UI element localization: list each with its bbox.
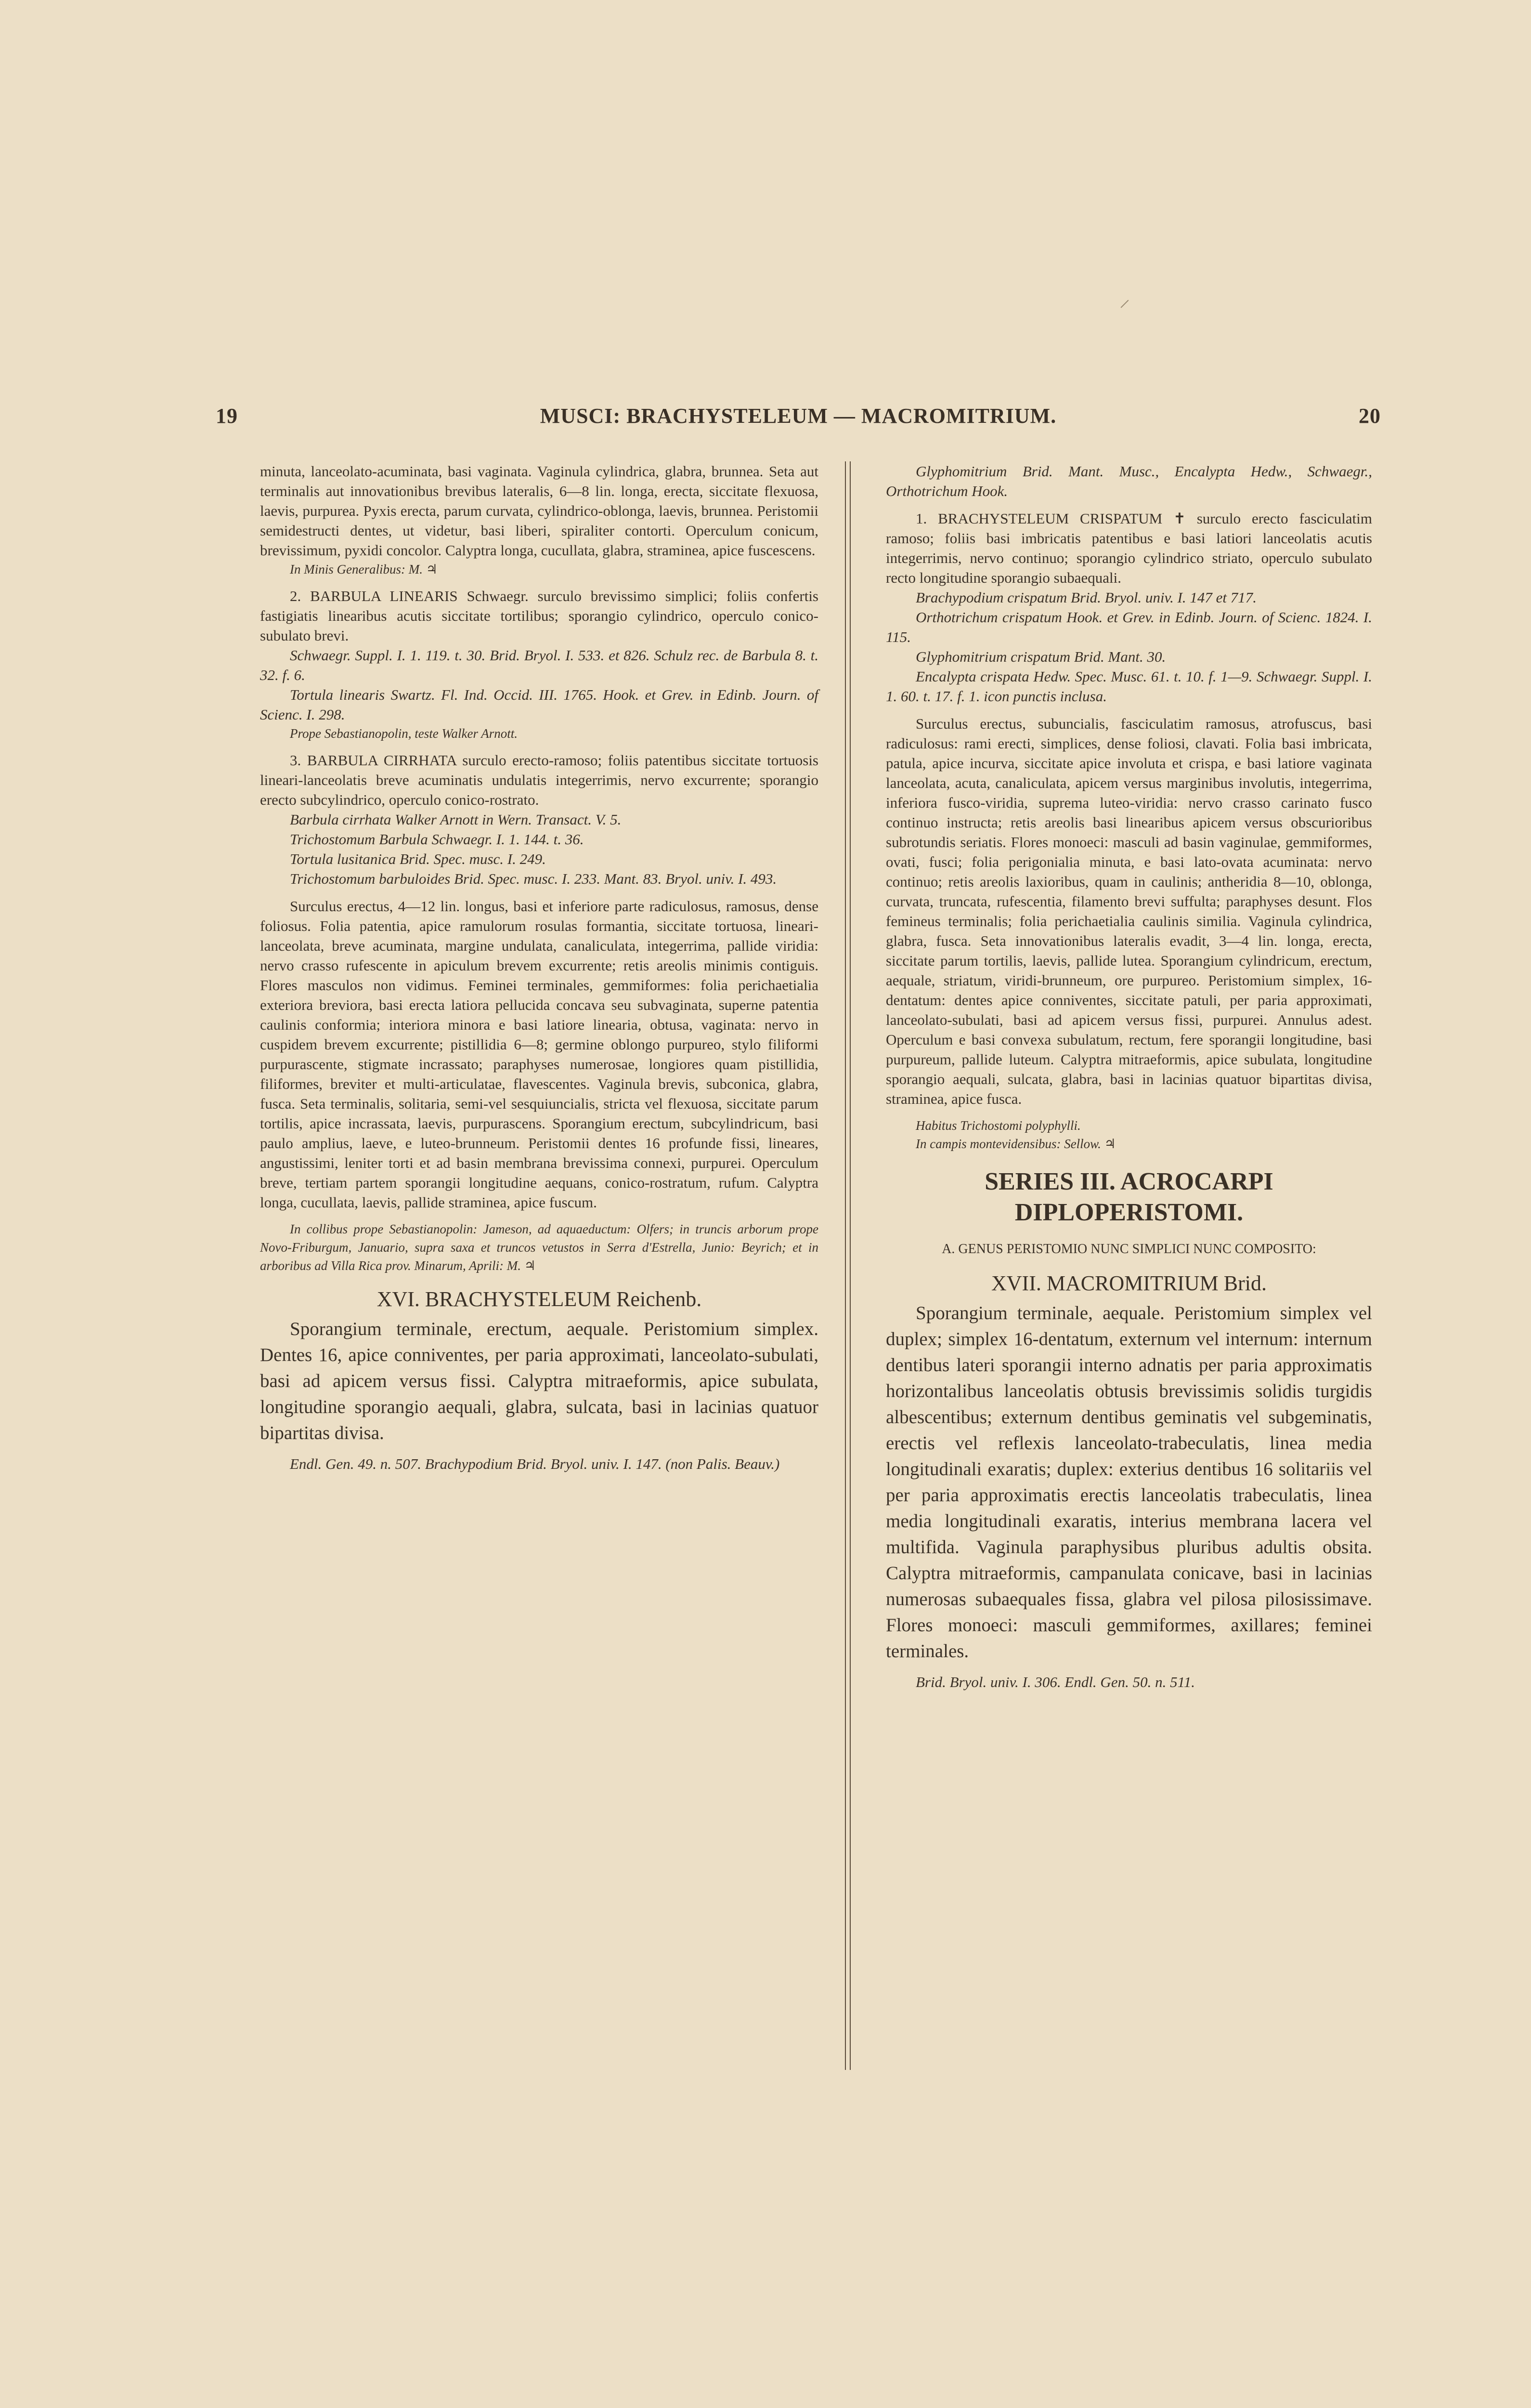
page-mark (1121, 300, 1129, 308)
synonym: Glyphomitrium crispatum Brid. Mant. 30. (916, 648, 1166, 665)
locality: In collibus prope Sebastianopolin: Jameson, ad aquaeductum: Olfers; in truncis arborum prope Novo-Friburgum, Januario, supra saxa et truncos vetustos in Serra d'Estrella, Junio: Beyrich; et in arboribus ad Villa Rica prov. Minarum, Aprili: M. ♃ (260, 1222, 818, 1273)
locality: In campis montevidensibus: Sellow. ♃ (916, 1137, 1116, 1151)
left-column (260, 461, 818, 1474)
species-brachysteleum-crispatum: 1. BRACHYSTELEUM CRISPATUM ✝ surculo erecto fasciculatim ramoso; foliis basi imbricatis patentibus e basi latiori lanceolatis acutis integerrimis, nervo continuo; sporangio cylindrico striato, operculo subulato recto longitudine sporangio subaequali. (886, 510, 1372, 586)
genus-description: Sporangium terminale, erectum, aequale. Peristomium simplex. Dentes 16, apice conniventes, per paria approximati, lanceolato-subulati, basi ad apicem versus fissi. Calyptra mitraeformis, apice subulata, longitudine sporangio aequali, glabra, sulcata, basi in lacinias quatuor bipartitas divisa. (260, 1319, 818, 1443)
running-header (216, 404, 1381, 432)
genus-heading: XVI. BRACHYSTELEUM Reichenb. (376, 1287, 702, 1311)
right-column (886, 461, 1372, 1692)
synonym: Tortula lusitanica Brid. Spec. musc. I. 249. (290, 851, 546, 867)
running-title: MUSCI: BRACHYSTELEUM — MACROMITRIUM. (540, 404, 1057, 428)
genus-description: Sporangium terminale, aequale. Peristomium simplex vel duplex; simplex 16-dentatum, externum vel internum: internum dentibus lateri sporangii interno adnatis per paria approximatis horizontalibus lanceolatis obtusis brevissimis solidis turgidis albescentibus; externum dentibus geminatis vel subgeminatis, erectis vel reflexis lanceolato-trabeculatis, linea media longitudinali exaratis; duplex: exterius dentibus 16 solitariis vel per paria approximatis erectis lanceolatis trabeculatis, linea media longitudinali exaratis, interius membrana lacera vel multifida. Vaginula paraphysibus pluribus adultis obsita. Calyptra mitraeformis, campanulata conicave, basi in lacinias numerosas subaequales fissa, glabra vel pilosa pilosissimave. Flores monoeci: masculi gemmiformes, axillares; feminei terminales. (886, 1303, 1372, 1662)
genus-heading: XVII. MACROMITRIUM Brid. (991, 1271, 1267, 1295)
synonym: Orthotrichum crispatum Hook. et Grev. in Edinb. Journ. of Scienc. 1824. I. 115. (886, 609, 1372, 645)
description-paragraph: minuta, lanceolato-acuminata, basi vaginata. Vaginula cylindrica, glabra, brunnea. Seta aut terminalis aut innovationibus brevibus lateralis, 6—8 lin. longa, erecta, siccitate flexuosa, laevis, purpurea. Pyxis erecta, parum curvata, cylindrico-oblonga, laevis, brunnea. Peristomii semidestructi dentes, ut videtur, basi liberi, spiraliter contorti. Operculum conicum, brevissimum, pyxidi concolor. Calyptra longa, cucullata, glabra, straminea, apice fuscescens. (260, 463, 818, 559)
synonym: Schwaegr. Suppl. I. 1. 119. t. 30. Brid. Bryol. I. 533. et 826. Schulz rec. de Barbula 8. t. 32. f. 6. (260, 647, 818, 683)
reference: Brid. Bryol. univ. I. 306. Endl. Gen. 50. n. 511. (916, 1674, 1195, 1690)
locality: Prope Sebastianopolin, teste Walker Arnott. (290, 726, 518, 741)
habitus-note: Habitus Trichostomi polyphylli. (916, 1118, 1081, 1133)
synonym: Encalypta crispata Hedw. Spec. Musc. 61. t. 10. f. 1—9. Schwaegr. Suppl. I. 1. 60. t. 17. f. 1. icon punctis inclusa. (886, 668, 1372, 705)
column-rule (845, 461, 851, 2070)
description-paragraph: Surculus erectus, subuncialis, fasciculatim ramosus, atrofuscus, basi radiculosus: rami erecti, simplices, dense foliosi, clavati. Folia basi imbricata, patula, apice incurva, siccitate apice involuta et crispa, e basi latiore vaginata lanceolata, acuta, canaliculata, apicem versus marginibus involutis, integerrima, inferiora fusco-viridia, suprema luteo-viridia: nervo crasso carinato fusco continuo instructa; retis areolis basi linearibus apicem versus obscurioribus subrotundis seriatis. Flores monoeci: masculi ad basin vaginulae, gemmiformes, ovati, fusci; folia perigonialia minuta, e basi lato-ovata acuminata: nervo continuo; retis areolis laxioribus, quam in caulinis; antheridia 8—10, oblonga, curvata, truncata, rufescentia, filamento brevi suffulta; paraphyses desunt. Flos femineus terminalis; folia perichaetialia caulinis similia. Vaginula cylindrica, glabra, fusca. Seta innovationibus lateralis evadit, 3—4 lin. longa, erecta, siccitate parum tortilis, laevis, pallide lutea. Sporangium cylindricum, erectum, aequale, striatum, viridi-brunneum, ore purpureo. Peristomium simplex, 16-dentatum: dentes apice conniventes, siccitate patuli, per paria approximati, lanceolato-subulati, basi ad apicem versus fissi, purpurei. Annulus adest. Operculum e basi convexa subulatum, rectum, fere sporangii longitudine, basi purpureum, pallide luteum. Calyptra mitraeformis, apice subulata, longitudine sporangio aequali, sulcata, glabra, basi in lacinias quatuor bipartitas divisa, straminea, apice fusca. (886, 715, 1372, 1107)
subsection-heading: A. GENUS PERISTOMIO NUNC SIMPLICI NUNC COMPOSITO: (942, 1242, 1316, 1256)
synonym: Brachypodium crispatum Brid. Bryol. univ. I. 147 et 717. (916, 589, 1257, 606)
locality: In Minis Generalibus: M. ♃ (290, 562, 438, 576)
page-number-right: 20 (1359, 404, 1381, 428)
species-barbula-linearis: 2. BARBULA LINEARIS Schwaegr. surculo brevissimo simplici; foliis confertis fastigiatis linearibus acutis siccitate tortilibus; sporangio cylindrico, operculo conico-subulato brevi. (260, 588, 818, 644)
synonym: Trichostomum Barbula Schwaegr. I. 1. 144. t. 36. (290, 831, 584, 848)
series-heading: SERIES III. ACROCARPI DIPLOPERISTOMI. (985, 1168, 1273, 1226)
synonym: Glyphomitrium Brid. Mant. Musc., Encalypta Hedw., Schwaegr., Orthotrichum Hook. (886, 463, 1372, 499)
synonym: Tortula linearis Swartz. Fl. Ind. Occid. III. 1765. Hook. et Grev. in Edinb. Journ. of Scienc. I. 298. (260, 686, 818, 723)
species-barbula-cirrhata: 3. BARBULA CIRRHATA surculo erecto-ramoso; foliis patentibus siccitate tortuosis lineari-lanceolatis breve acuminatis undulatis integerrimis, nervo excurrente; sporangio erecto subcylindrico, operculo conico-rostrato. (260, 752, 818, 808)
synonym: Trichostomum barbuloides Brid. Spec. musc. I. 233. Mant. 83. Bryol. univ. I. 493. (290, 870, 777, 887)
reference: Endl. Gen. 49. n. 507. Brachypodium Brid. Bryol. univ. I. 147. (non Palis. Beauv.) (290, 1455, 780, 1472)
page-number-left: 19 (216, 404, 238, 428)
synonym: Barbula cirrhata Walker Arnott in Wern. Transact. V. 5. (290, 811, 622, 828)
description-paragraph: Surculus erectus, 4—12 lin. longus, basi et inferiore parte radiculosus, ramosus, dense foliosus. Folia patentia, apice ramulorum rosulas formantia, siccitate tortuosa, lineari-lanceolata, breve acuminata, margine undulata, canaliculata, integerrima, pallide viridia: nervo crasso rufescente in apiculum brevem excurrente; retis areolis minimis contiguis. Flores masculos non vidimus. Feminei terminales, gemmiformes: folia perichaetialia exteriora breviora, basi erecta latiora pellucida concava seu subvaginata, superne patentia caulinis conformia; interiora minora e basi latiore linearia, obtusa, vaginata: nervo in cuspidem brevem excurrente; pistillidia 6—8; germine oblongo purpureo, stylo filiformi purpurascente, stigmate incrassato; paraphyses numerosae, longiores quam pistillidia, filiformes, breviter et multi-articulatae, flavescentes. Vaginula brevis, subconica, glabra, fusca. Seta terminalis, solitaria, semi-vel sesquiuncialis, stricta vel flexuosa, siccitate parum tortilis, apice incrassata, laevis, purpurascens. Sporangium erectum, subcylindricum, basi paulo amplius, laeve, e luteo-brunneum. Peristomii dentes 16 profunde fissi, lineares, angustissimi, leniter torti et ad basin membrana brevissima connexi, purpurei. Operculum breve, tertiam partem sporangii longitudine aequans, conico-rostratum, rufum. Calyptra longa, cucullata, laevis, pallide straminea, apice fuscum. (260, 898, 818, 1211)
